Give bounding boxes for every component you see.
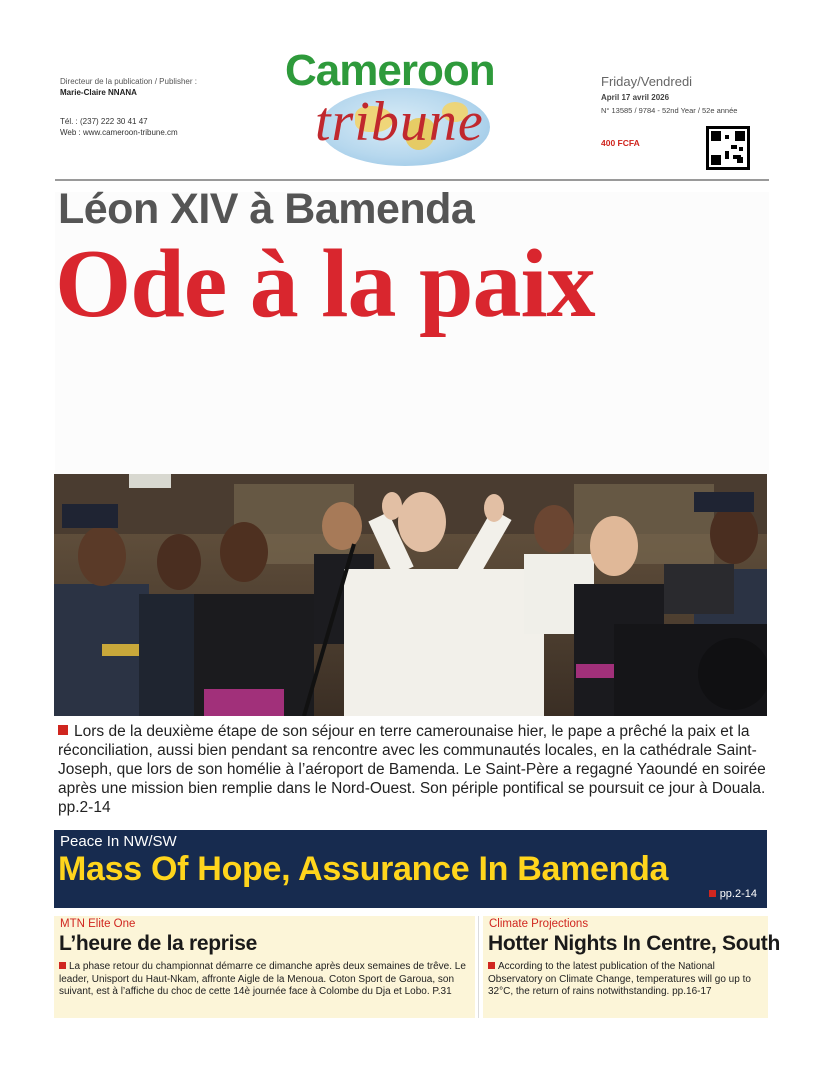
box-kicker: Climate Projections (489, 918, 589, 930)
bullet-square-icon (709, 890, 716, 897)
logo-cameroon: Cameroon (285, 46, 495, 95)
publisher-label: Directeur de la publication / Publisher : (60, 77, 197, 86)
price: 400 FCFA (601, 138, 640, 148)
website: Web : www.cameroon-tribune.cm (60, 128, 178, 137)
main-lead (58, 722, 770, 817)
main-kicker: Léon XIV à Bamenda (58, 185, 475, 233)
masthead-date (601, 74, 771, 115)
box-title: L’heure de la reprise (59, 932, 257, 955)
issue-number: N° 13585 / 9784 - 52nd Year / 52e année (601, 106, 738, 115)
lead-text: Lors de la deuxième étape de son séjour en terre camerounaise hier, le pape a prêché la paix et la réconciliation, aussi bien pendant sa rencontre avec les communautés locales, en la cathédrale Saint-Joseph, que lors de son homélie à l’aéroport de Bamenda. Le Saint-Père a regagné Yaoundé en soirée après une mission bien remplie dans le Nord-Ouest. Son périple pontifical se poursuit ce jour à Douala. pp.2-14 (58, 723, 766, 816)
box-title: Hotter Nights In Centre, South (488, 932, 780, 955)
qr-code-icon (706, 126, 750, 170)
telephone: Tél. : (237) 222 30 41 47 (60, 117, 148, 126)
box-text: According to the latest publication of the National Observatory on Climate Change, temperatures will go up to 32°C, the return of rains notwithstanding. pp.16-17 (488, 961, 751, 997)
bullet-square-icon (488, 962, 495, 969)
box-divider (478, 916, 479, 1018)
peace-band (54, 830, 767, 908)
main-headline: Ode à la paix (55, 230, 595, 338)
masthead-contact (60, 76, 280, 138)
bullet-square-icon (58, 725, 68, 735)
band-page-ref: pp.2-14 (709, 888, 757, 900)
logo (285, 46, 545, 176)
weekday: Friday/Vendredi (601, 74, 693, 89)
masthead-rule (55, 179, 769, 181)
box-text: La phase retour du championnat démarre ce dimanche après deux semaines de trêve. Le leader, Unisport du Haut-Nkam, affronte Aigle de la Menoua. Coton Sport de Garoua, son suivant, est à l’affiche du choc de cette 14è journée face à Colombe du Dja et Lobo. P.31 (59, 961, 466, 997)
logo-tribune: tribune (315, 91, 484, 153)
climate-box (483, 916, 780, 1018)
band-title: Mass Of Hope, Assurance In Bamenda (58, 850, 669, 888)
bullet-square-icon (59, 962, 66, 969)
publisher-name: Marie-Claire NNANA (60, 88, 137, 97)
band-kicker: Peace In NW/SW (60, 833, 177, 850)
main-photo (54, 474, 767, 716)
issue-date: April 17 avril 2026 (601, 93, 670, 102)
sports-box (54, 916, 475, 1018)
box-kicker: MTN Elite One (60, 918, 136, 930)
